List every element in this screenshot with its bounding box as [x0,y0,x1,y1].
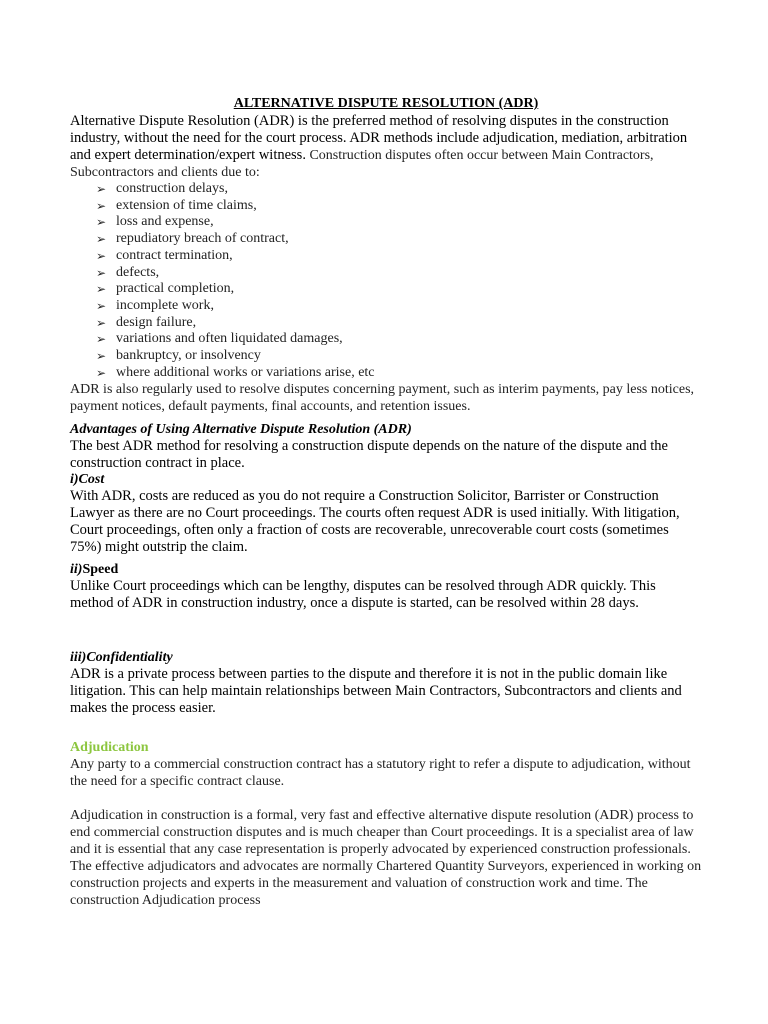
dispute-cause-item [96,181,702,198]
dispute-cause-text: variations and often liquidated damages, [116,331,343,347]
cost-subheading: i)Cost [70,472,105,488]
arrow-bullet-icon: ➢ [96,248,107,263]
dispute-cause-item [96,281,702,298]
payment-paragraph: ADR is also regularly used to resolve disputes concerning payment, such as interim payments, pay less notices, payment notices, default payments, final accounts, and retention issues. [70,382,695,415]
arrow-bullet-icon: ➢ [96,332,107,347]
dispute-cause-text: contract termination, [116,247,233,263]
speed-subheading-word: Speed [82,562,119,578]
arrow-bullet-icon: ➢ [96,215,107,230]
dispute-cause-text: incomplete work, [116,297,214,313]
arrow-bullet-icon: ➢ [96,198,107,213]
adjudication-paragraph-2: Adjudication in construction is a formal, very fast and effective alternative dispute resolution (ADR) process to end commercial construction disputes and is much cheaper than Court proceedings. It is a specialist area of law and it is essential that any case representation is properly advocated by experienced construction professionals. The effective adjudicators and advocates are normally Chartered Quantity Surveyors, experienced in working on construction projects and experts in the measurement and valuation of construction work and time. The construction Adjudication process [70,808,702,909]
confidentiality-subheading: iii)Confidentiality [70,650,173,666]
dispute-cause-text: loss and expense, [116,214,214,230]
dispute-cause-item [96,315,702,332]
dispute-cause-text: design failure, [116,314,197,330]
dispute-cause-item [96,365,702,382]
dispute-cause-text: extension of time claims, [116,197,257,213]
arrow-bullet-icon: ➢ [96,265,107,280]
dispute-cause-item [96,248,702,265]
document-page [70,95,702,909]
dispute-cause-text: practical completion, [116,281,235,297]
dispute-cause-item [96,265,702,282]
dispute-cause-text: construction delays, [116,181,228,196]
cost-paragraph: With ADR, costs are reduced as you do not require a Construction Solicitor, Barrister or Construction Lawyer as there are no Court proceedings. The courts often request ADR is used initially. With litigation, Court proceedings, often only a fraction of costs are recoverable, unrecoverable court costs (sometimes 75%) might outstrip the claim. [70,488,680,556]
arrow-bullet-icon: ➢ [96,282,107,297]
arrow-bullet-icon: ➢ [96,182,107,196]
arrow-bullet-icon: ➢ [96,232,107,247]
arrow-bullet-icon: ➢ [96,315,107,330]
document-title: ALTERNATIVE DISPUTE RESOLUTION (ADR) [233,96,539,111]
dispute-cause-item [96,214,702,231]
dispute-cause-item [96,331,702,348]
advantages-intro: The best ADR method for resolving a construction dispute depends on the nature of the dispute and the construction contract in place. [70,438,668,472]
speed-subheading [70,562,702,578]
dispute-cause-item [96,231,702,248]
intro-continuation-text: Construction disputes often occur between Main Contractors, Subcontractors and clients due to: [70,148,654,180]
arrow-bullet-icon: ➢ [96,298,107,313]
advantages-heading: Advantages of Using Alternative Dispute Resolution (ADR) [70,422,412,438]
dispute-cause-item [96,348,702,365]
intro-main-text: Alternative Dispute Resolution (ADR) is the preferred method of resolving disputes in the construction industry, without the need for the court process. ADR methods include adjudication, mediation, arbitration and expert determination/expert witness. [70,113,688,163]
speed-subheading-number: ii) [70,562,83,578]
dispute-cause-item [96,198,702,215]
dispute-cause-text: defects, [116,264,160,280]
dispute-cause-item [96,298,702,315]
adjudication-heading: Adjudication [70,740,149,756]
arrow-bullet-icon: ➢ [96,365,107,380]
speed-paragraph: Unlike Court proceedings which can be lengthy, disputes can be resolved through ADR quickly. This method of ADR in construction industry, once a dispute is started, can be resolved within 28 days. [70,578,656,612]
dispute-cause-text: bankruptcy, or insolvency [116,348,261,364]
intro-paragraph [70,113,702,181]
adjudication-paragraph-1: Any party to a commercial construction contract has a statutory right to refer a dispute to adjudication, without the need for a specific contract clause. [70,757,691,790]
dispute-causes-list [96,181,702,381]
arrow-bullet-icon: ➢ [96,349,107,364]
dispute-cause-text: repudiatory breach of contract, [116,231,289,247]
dispute-cause-text: where additional works or variations arise, etc [116,364,375,380]
confidentiality-paragraph: ADR is a private process between parties to the dispute and therefore it is not in the public domain like litigation. This can help maintain relationships between Main Contractors, Subcontractors and clients and makes the process easier. [70,666,682,717]
